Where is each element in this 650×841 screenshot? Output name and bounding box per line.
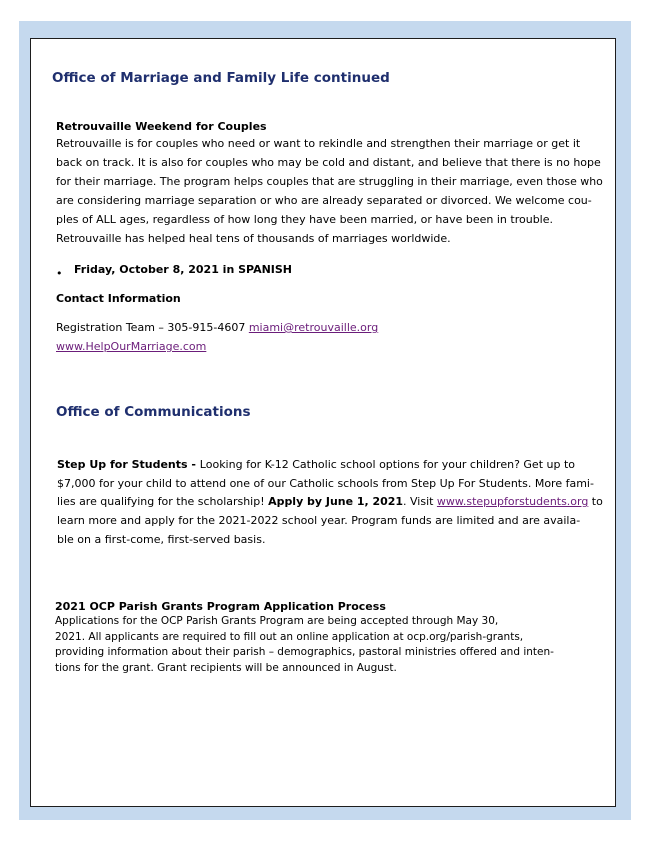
stepup-link[interactable]: www.stepupforstudents.org: [436, 495, 589, 508]
paragraph-line: tions for the grant. Grant recipients will be announced in August.: [55, 661, 397, 674]
apply-deadline: Apply by June 1, 2021: [268, 495, 404, 508]
stepup-line3-start: lies are qualifying for the scholarship!: [57, 495, 269, 508]
paragraph-line: for their marriage. The program helps couples that are struggling in their marriage, even those who: [56, 175, 603, 188]
paragraph-line: Retrouvaille has helped heal tens of thousands of marriages worldwide.: [56, 232, 451, 245]
website-link[interactable]: www.HelpOurMarriage.com: [56, 340, 207, 353]
event-date-bullet: Friday, October 8, 2021 in SPANISH: [74, 263, 293, 276]
paragraph-line: ples of ALL ages, regardless of how long they have been married, or have been in trouble.: [56, 213, 554, 226]
paragraph-line: 2021. All applicants are required to fill out an online application at ocp.org/parish-grants,: [55, 630, 524, 643]
ocp-grants-paragraph: [55, 614, 590, 676]
paragraph-line: back on track. It is also for couples who may be cold and distant, and believe that there is no hope: [56, 156, 601, 169]
contact-info-title: Contact Information: [56, 292, 181, 305]
paragraph-line: ble on a first-come, first-served basis.: [57, 533, 266, 546]
paragraph-line: are considering marriage separation or who are already separated or divorced. We welcome cou-: [56, 194, 592, 207]
paragraph-line: providing information about their parish – demographics, pastoral ministries offered and inten-: [55, 646, 554, 658]
paragraph-line: [57, 492, 603, 511]
stepup-line3-end: to: [588, 495, 603, 508]
registration-line: [56, 318, 378, 337]
paragraph-line: Retrouvaille is for couples who need or want to rekindle and strengthen their marriage or get it: [56, 137, 581, 150]
retrouvaille-title: Retrouvaille Weekend for Couples: [56, 120, 267, 133]
stepup-line3-mid: . Visit: [403, 495, 437, 508]
section-heading-marriage-family: Office of Marriage and Family Life continued: [52, 70, 390, 86]
paragraph-line: Applications for the OCP Parish Grants Program are being accepted through May 30,: [55, 615, 499, 627]
paragraph-line: learn more and apply for the 2021-2022 school year. Program funds are limited and are availa-: [57, 514, 581, 527]
website-line: [56, 337, 206, 356]
section-heading-communications: Office of Communications: [56, 404, 251, 420]
email-link[interactable]: miami@retrouvaille.org: [248, 321, 379, 334]
paragraph-line: [57, 455, 575, 474]
stepup-line1: Looking for K-12 Catholic school options for your children? Get up to: [199, 458, 575, 471]
ocp-grants-title: 2021 OCP Parish Grants Program Application Process: [55, 600, 386, 613]
paragraph-line: $7,000 for your child to attend one of our Catholic schools from Step Up For Students. More fami-: [57, 477, 594, 490]
registration-text: Registration Team – 305-915-4607: [56, 321, 246, 334]
stepup-title: Step Up for Students -: [57, 458, 200, 471]
bullet-icon: •: [56, 267, 63, 280]
